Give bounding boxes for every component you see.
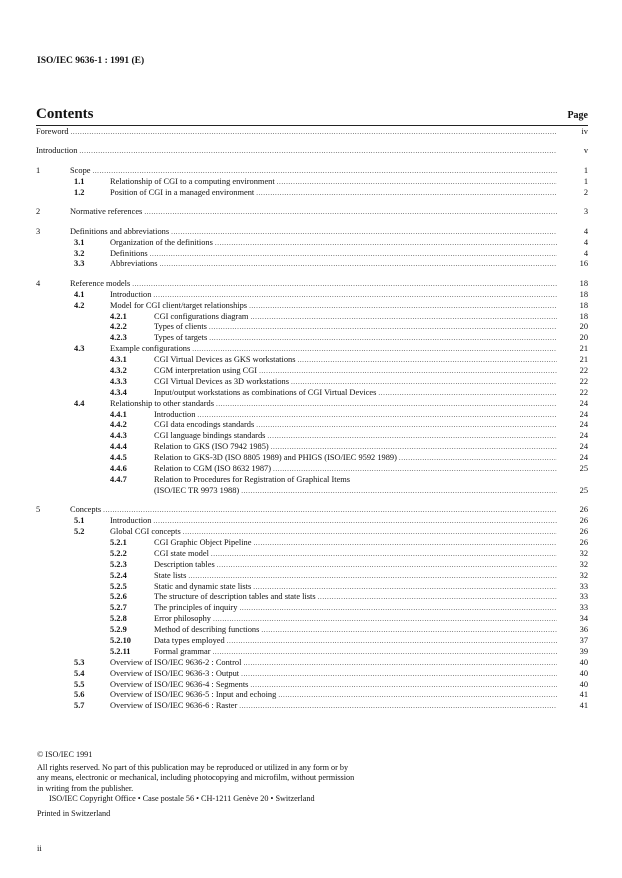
toc-entry-number: 4.4.1 bbox=[110, 409, 127, 419]
copyright-notice bbox=[37, 750, 354, 820]
toc-entry-number: 5.2.2 bbox=[110, 548, 127, 558]
leader-dots bbox=[291, 377, 557, 388]
toc-entry-number: 4.2.1 bbox=[110, 311, 127, 321]
toc-entry-number: 4.4 bbox=[74, 398, 85, 408]
toc-entry-title: Description tables bbox=[154, 559, 215, 569]
toc-entry[interactable] bbox=[36, 249, 588, 260]
toc-entry-number: 4.2.3 bbox=[110, 333, 127, 343]
toc-entry[interactable] bbox=[36, 166, 588, 177]
toc-entry-number: 5.2 bbox=[74, 527, 85, 537]
rights-line-1: All rights reserved. No part of this publication may be reproduced or utilized in any form or by bbox=[37, 762, 349, 772]
toc-entry-page: 24 bbox=[579, 409, 588, 419]
toc-entry-title: State lists bbox=[154, 570, 187, 580]
toc-entry-page: 4 bbox=[583, 237, 588, 247]
toc-entry-number: 4.4.3 bbox=[110, 431, 127, 441]
leader-dots bbox=[171, 227, 557, 238]
toc-entry-page: 25 bbox=[579, 464, 588, 474]
toc-entry-title: CGI configurations diagram bbox=[154, 311, 249, 321]
toc-entry-number: 3 bbox=[36, 226, 41, 236]
leader-dots bbox=[92, 166, 557, 177]
toc-entry-page: 24 bbox=[579, 453, 588, 463]
toc-entry-number: 1.1 bbox=[74, 176, 85, 186]
toc-entry-number: 3.1 bbox=[74, 237, 85, 247]
page-column-label: Page bbox=[567, 110, 588, 121]
toc-entry-page: 26 bbox=[579, 527, 588, 537]
toc-entry[interactable] bbox=[36, 127, 588, 138]
toc-entry-title: Reference models bbox=[70, 278, 131, 288]
toc-entry-page: 22 bbox=[579, 376, 588, 386]
toc-entry-title: Input/output workstations as combinations of CGI Virtual Devices bbox=[154, 387, 377, 397]
toc-entry[interactable] bbox=[36, 592, 588, 603]
copyright-office-address: ISO/IEC Copyright Office • Case postale 56 • CH-1211 Genève 20 • Switzerland bbox=[49, 794, 315, 804]
toc-entry-title: Global CGI concepts bbox=[110, 527, 181, 537]
toc-entry-title: Introduction bbox=[110, 289, 152, 299]
toc-entry-number: 4 bbox=[36, 278, 41, 288]
table-of-contents bbox=[36, 126, 588, 712]
toc-entry-title: Method of describing functions bbox=[154, 625, 260, 635]
leader-dots bbox=[192, 344, 557, 355]
toc-entry-number: 4.3.2 bbox=[110, 366, 127, 375]
rights-line-3: in writing from the publisher. bbox=[37, 783, 134, 793]
toc-entry-number: 5.1 bbox=[74, 516, 85, 526]
toc-entry-number: 5.2.7 bbox=[110, 603, 127, 613]
leader-dots bbox=[153, 516, 557, 527]
toc-entry-page: 1 bbox=[583, 176, 588, 186]
toc-entry-number: 4.4.4 bbox=[110, 442, 127, 452]
toc-entry-number: 5.3 bbox=[74, 657, 85, 667]
toc-entry-title: Definitions and abbreviations bbox=[70, 226, 170, 236]
toc-entry[interactable] bbox=[36, 290, 588, 301]
toc-entry-page: 22 bbox=[579, 387, 588, 397]
toc-entry-page: 24 bbox=[579, 442, 588, 452]
toc-entry-page: 25 bbox=[579, 485, 588, 495]
toc-entry-title: Organization of the definitions bbox=[110, 237, 213, 247]
toc-entry-page: 18 bbox=[579, 278, 588, 288]
toc-entry[interactable] bbox=[36, 636, 588, 647]
toc-entry[interactable] bbox=[36, 625, 588, 636]
toc-entry[interactable] bbox=[36, 538, 588, 549]
toc-entry-number: 5.2.10 bbox=[110, 635, 131, 645]
toc-entry-number: 5.4 bbox=[74, 668, 85, 678]
toc-entry-page: 37 bbox=[579, 635, 588, 645]
toc-entry-number: 5.2.3 bbox=[110, 559, 127, 569]
toc-entry-number: 4.4.5 bbox=[110, 453, 127, 463]
toc-entry-page: 32 bbox=[579, 548, 588, 558]
toc-entry-page: 20 bbox=[579, 333, 588, 343]
toc-entry-title: Relation to Procedures for Registration of Graphical Items bbox=[154, 474, 351, 484]
toc-entry-title: Introduction bbox=[36, 146, 78, 156]
leader-dots bbox=[253, 538, 557, 549]
toc-entry-number: 5.2.8 bbox=[110, 614, 127, 624]
toc-entry-page: 34 bbox=[579, 614, 588, 624]
toc-entry-page: 2 bbox=[583, 187, 588, 197]
toc-entry[interactable] bbox=[36, 188, 588, 199]
toc-entry-title: Types of clients bbox=[154, 322, 207, 332]
toc-entry-number: 5.2.1 bbox=[110, 537, 127, 547]
leader-dots bbox=[211, 549, 557, 560]
leader-dots bbox=[150, 249, 557, 260]
leader-dots bbox=[250, 312, 557, 323]
toc-entry-page: 18 bbox=[579, 300, 588, 310]
toc-entry-page: 4 bbox=[583, 248, 588, 258]
leader-dots bbox=[297, 355, 557, 366]
copyright-line: © ISO/IEC 1991 bbox=[37, 750, 93, 759]
toc-entry-page: 3 bbox=[583, 207, 588, 217]
rights-line-2: any means, electronic or mechanical, including photocopying and microfilm, without permission bbox=[37, 773, 355, 783]
toc-entry-title: Relation to CGM (ISO 8632 1987) bbox=[154, 464, 272, 474]
toc-entry-page: 21 bbox=[579, 344, 588, 354]
toc-entry-title: Introduction bbox=[110, 516, 152, 526]
toc-entry-title: CGI state model bbox=[154, 548, 209, 558]
toc-entry-title: Foreword bbox=[36, 127, 69, 136]
toc-entry-title: Types of targets bbox=[154, 333, 208, 343]
toc-entry-title: Normative references bbox=[70, 207, 143, 217]
toc-entry-title: Relationship to other standards bbox=[110, 398, 214, 408]
toc-entry-number: 5.6 bbox=[74, 690, 85, 700]
toc-entry[interactable] bbox=[36, 431, 588, 442]
toc-entry-title: Relation to GKS (ISO 7942 1985) bbox=[154, 442, 269, 452]
toc-entry-title: Overview of ISO/IEC 9636-6 : Raster bbox=[110, 701, 238, 711]
toc-entry-title: Formal grammar bbox=[154, 646, 211, 656]
toc-entry-page: v bbox=[583, 146, 588, 156]
toc-entry[interactable] bbox=[36, 614, 588, 625]
toc-entry[interactable] bbox=[36, 177, 588, 188]
toc-entry-number: 4.4.7 bbox=[110, 474, 127, 484]
toc-entry-page: 39 bbox=[579, 646, 588, 656]
toc-entry[interactable] bbox=[36, 259, 588, 270]
toc-entry[interactable] bbox=[36, 560, 588, 571]
toc-entry[interactable] bbox=[36, 207, 588, 218]
toc-entry[interactable] bbox=[36, 658, 588, 669]
leader-dots bbox=[259, 366, 557, 377]
leader-dots bbox=[249, 301, 557, 312]
toc-entry-title: Definitions bbox=[110, 248, 148, 258]
toc-entry[interactable] bbox=[36, 505, 588, 516]
leader-dots bbox=[378, 388, 557, 399]
toc-entry[interactable] bbox=[36, 690, 588, 701]
page-number: ii bbox=[37, 843, 42, 853]
leader-dots bbox=[278, 690, 557, 701]
leader-dots bbox=[277, 177, 557, 188]
printed-in: Printed in Switzerland bbox=[37, 808, 111, 818]
leader-dots bbox=[217, 560, 557, 571]
toc-entry-number: 4.3 bbox=[74, 344, 85, 354]
leader-dots bbox=[132, 279, 557, 290]
toc-entry[interactable] bbox=[36, 442, 588, 453]
toc-entry-number: 2 bbox=[36, 207, 41, 217]
leader-dots bbox=[71, 127, 557, 138]
leader-dots bbox=[256, 420, 557, 431]
leader-dots bbox=[209, 333, 557, 344]
leader-dots bbox=[216, 399, 557, 410]
toc-entry-page: 21 bbox=[579, 355, 588, 365]
toc-entry[interactable] bbox=[36, 464, 588, 475]
toc-entry-number: 4.3.3 bbox=[110, 376, 127, 386]
toc-entry-page: 40 bbox=[579, 679, 588, 689]
leader-dots bbox=[159, 259, 557, 270]
toc-entry-number: 5.5 bbox=[74, 679, 85, 689]
toc-entry[interactable] bbox=[36, 279, 588, 290]
toc-entry[interactable] bbox=[36, 146, 588, 157]
toc-entry[interactable] bbox=[36, 377, 588, 388]
toc-entry-number: 4.2 bbox=[74, 300, 85, 310]
toc-entry-title: Model for CGI client/target relationships bbox=[110, 300, 248, 310]
toc-entry-number: 1.2 bbox=[74, 187, 85, 197]
toc-entry-title: Data types employed bbox=[154, 635, 225, 645]
toc-entry-title: Introduction bbox=[154, 409, 196, 419]
toc-entry-page: 26 bbox=[579, 516, 588, 526]
toc-entry[interactable] bbox=[36, 516, 588, 527]
toc-entry-page: 26 bbox=[579, 537, 588, 547]
leader-dots bbox=[250, 680, 557, 691]
toc-entry-page: 33 bbox=[579, 603, 588, 613]
toc-entry[interactable] bbox=[36, 355, 588, 366]
toc-entry-page: 16 bbox=[579, 259, 588, 269]
toc-entry[interactable] bbox=[36, 647, 588, 658]
toc-entry-title: Relationship of CGI to a computing environment bbox=[110, 176, 275, 186]
toc-entry-page: 32 bbox=[579, 570, 588, 580]
toc-entry-page: iv bbox=[581, 127, 588, 136]
toc-entry-number: 5.2.9 bbox=[110, 625, 127, 635]
toc-entry[interactable] bbox=[36, 399, 588, 410]
toc-entry[interactable] bbox=[36, 603, 588, 614]
leader-dots bbox=[271, 442, 557, 453]
toc-entry-number: 5.2.11 bbox=[110, 646, 131, 656]
toc-entry-page: 33 bbox=[579, 592, 588, 602]
leader-dots bbox=[79, 146, 557, 157]
toc-entry-page: 40 bbox=[579, 657, 588, 667]
toc-entry-number: 5.7 bbox=[74, 701, 85, 711]
leader-dots bbox=[261, 625, 557, 636]
toc-entry[interactable] bbox=[36, 486, 588, 497]
leader-dots bbox=[197, 410, 557, 421]
toc-entry[interactable] bbox=[36, 410, 588, 421]
toc-entry-number: 5.2.4 bbox=[110, 570, 127, 580]
leader-dots bbox=[103, 505, 557, 516]
toc-entry[interactable] bbox=[36, 227, 588, 238]
toc-entry-title: CGI Graphic Object Pipeline bbox=[154, 537, 252, 547]
toc-entry-number: 5.2.6 bbox=[110, 592, 127, 602]
toc-entry-title: CGM interpretation using CGI bbox=[154, 366, 258, 375]
toc-entry[interactable] bbox=[36, 582, 588, 593]
leader-dots bbox=[239, 701, 557, 712]
leader-dots bbox=[227, 636, 557, 647]
leader-dots bbox=[144, 207, 557, 218]
toc-entry-title: (ISO/IEC TR 9973 1988) bbox=[154, 485, 240, 495]
leader-dots bbox=[243, 658, 557, 669]
toc-entry-page: 4 bbox=[583, 226, 588, 236]
toc-entry[interactable] bbox=[36, 301, 588, 312]
toc-entry-title: Position of CGI in a managed environment bbox=[110, 187, 255, 197]
toc-entry-title: Scope bbox=[70, 165, 91, 175]
toc-entry-title: Overview of ISO/IEC 9636-3 : Output bbox=[110, 668, 240, 678]
toc-entry[interactable] bbox=[36, 322, 588, 333]
toc-entry-number: 4.3.1 bbox=[110, 355, 127, 365]
leader-dots bbox=[188, 571, 557, 582]
toc-entry[interactable] bbox=[36, 388, 588, 399]
toc-entry-number: 3.3 bbox=[74, 259, 85, 269]
toc-entry-number: 4.3.4 bbox=[110, 387, 127, 397]
toc-entry-page: 41 bbox=[579, 690, 588, 700]
toc-entry[interactable] bbox=[36, 312, 588, 323]
toc-entry[interactable] bbox=[36, 701, 588, 712]
toc-entry[interactable] bbox=[36, 420, 588, 431]
toc-entry-title: Error philosophy bbox=[154, 614, 211, 624]
leader-dots bbox=[318, 592, 557, 603]
toc-entry-number: 4.4.6 bbox=[110, 464, 127, 474]
toc-entry[interactable] bbox=[36, 333, 588, 344]
toc-entry[interactable] bbox=[36, 366, 588, 377]
contents-heading: Contents bbox=[36, 106, 94, 122]
toc-entry-title: CGI data encodings standards bbox=[154, 420, 255, 430]
toc-entry-page: 24 bbox=[579, 431, 588, 441]
toc-entry-title: Example configurations bbox=[110, 344, 191, 354]
toc-entry-page: 24 bbox=[579, 420, 588, 430]
toc-entry-page: 36 bbox=[579, 625, 588, 635]
leader-dots bbox=[241, 486, 557, 497]
toc-entry-title: CGI language bindings standards bbox=[154, 431, 266, 441]
toc-entry-page: 22 bbox=[579, 366, 588, 375]
toc-entry-title: The principles of inquiry bbox=[154, 603, 238, 613]
toc-entry-page: 41 bbox=[579, 701, 588, 711]
leader-dots bbox=[153, 290, 557, 301]
toc-entry-title: Overview of ISO/IEC 9636-4 : Segments bbox=[110, 679, 249, 689]
toc-entry-page: 1 bbox=[583, 165, 588, 175]
toc-entry[interactable] bbox=[36, 453, 588, 464]
toc-entry-page: 18 bbox=[579, 289, 588, 299]
leader-dots bbox=[213, 614, 557, 625]
toc-entry-number: 4.4.2 bbox=[110, 420, 127, 430]
leader-dots bbox=[273, 464, 557, 475]
toc-entry-title: CGI Virtual Devices as GKS workstations bbox=[154, 355, 296, 365]
toc-entry[interactable] bbox=[36, 475, 588, 486]
toc-entry-number: 4.2.2 bbox=[110, 322, 127, 332]
leader-dots bbox=[240, 603, 558, 614]
toc-entry-page: 40 bbox=[579, 668, 588, 678]
toc-entry-number: 5 bbox=[36, 505, 41, 515]
toc-entry-page: 24 bbox=[579, 398, 588, 408]
toc-entry-page: 33 bbox=[579, 581, 588, 591]
toc-entry[interactable] bbox=[36, 527, 588, 538]
toc-entry-title: Concepts bbox=[70, 505, 102, 515]
leader-dots bbox=[256, 188, 557, 199]
toc-entry-number: 1 bbox=[36, 165, 41, 175]
toc-entry-page: 18 bbox=[579, 311, 588, 321]
toc-entry-title: Abbreviations bbox=[110, 259, 158, 269]
leader-dots bbox=[215, 238, 557, 249]
toc-entry-title: The structure of description tables and state lists bbox=[154, 592, 316, 602]
toc-entry[interactable] bbox=[36, 238, 588, 249]
leader-dots bbox=[399, 453, 557, 464]
toc-entry-page: 32 bbox=[579, 559, 588, 569]
toc-entry-page: 20 bbox=[579, 322, 588, 332]
toc-entry-number: 5.2.5 bbox=[110, 581, 127, 591]
toc-entry[interactable] bbox=[36, 669, 588, 680]
leader-dots bbox=[267, 431, 557, 442]
document-id: ISO/IEC 9636-1 : 1991 (E) bbox=[37, 56, 145, 66]
leader-dots bbox=[241, 669, 557, 680]
leader-dots bbox=[183, 527, 557, 538]
toc-entry[interactable] bbox=[36, 344, 588, 355]
toc-entry-number: 3.2 bbox=[74, 248, 85, 258]
toc-entry-page: 26 bbox=[579, 505, 588, 515]
toc-entry-title: Overview of ISO/IEC 9636-2 : Control bbox=[110, 657, 242, 667]
toc-entry-title: Overview of ISO/IEC 9636-5 : Input and echoing bbox=[110, 690, 277, 700]
toc-entry[interactable] bbox=[36, 571, 588, 582]
toc-entry-number: 4.1 bbox=[74, 289, 85, 299]
toc-entry[interactable] bbox=[36, 680, 588, 691]
toc-entry-title: Static and dynamic state lists bbox=[154, 581, 252, 591]
toc-entry[interactable] bbox=[36, 549, 588, 560]
leader-dots bbox=[253, 582, 557, 593]
toc-entry-title: Relation to GKS-3D (ISO 8805 1989) and PHIGS (ISO/IEC 9592 1989) bbox=[154, 453, 397, 463]
leader-dots bbox=[209, 322, 557, 333]
toc-entry-title: CGI Virtual Devices as 3D workstations bbox=[154, 376, 289, 386]
leader-dots bbox=[213, 647, 557, 658]
